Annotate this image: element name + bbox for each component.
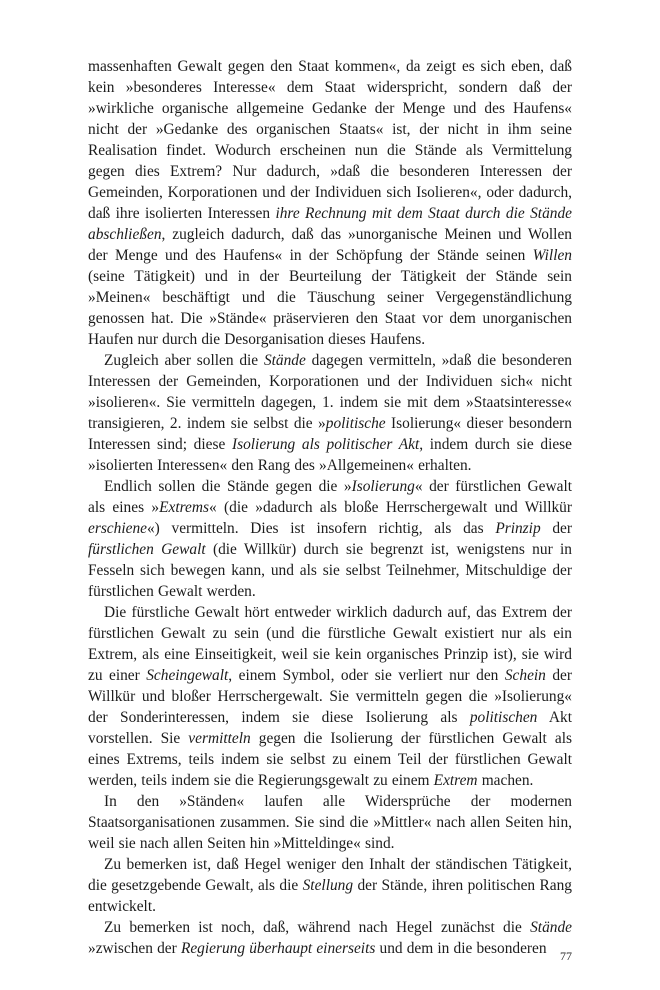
text-segment: gegen die Isolierung der fürstlichen Gewalt als eines Extrems, teils indem sie selbst zu einem Teil der fürstlichen Gewalt werden, teils indem sie die Regierungsgewalt zu einem <box>88 730 572 789</box>
paragraph <box>88 350 572 476</box>
text-segment: Zu bemerken ist noch, daß, während nach Hegel zunächst die <box>104 919 531 936</box>
italic-text-segment: politischen <box>469 709 538 726</box>
text-segment: , einem Symbol, oder sie verliert nur den <box>228 667 505 684</box>
text-segment: In den »Ständen« laufen alle Widersprüche der modernen Staatsorganisationen zusammen. Sie sind die »Mittler« nach allen Seiten hin, weil sie nach allen Seiten hin »Mitteldinge« sind. <box>88 793 572 852</box>
italic-text-segment: erschiene <box>88 520 147 537</box>
paragraph <box>88 917 572 959</box>
text-segment: der Stände, ihren politischen Rang entwickelt. <box>88 877 572 915</box>
italic-text-segment: politische <box>325 415 386 432</box>
italic-text-segment: Regierung überhaupt einerseits <box>180 940 376 957</box>
text-segment: (die Willkür) durch sie begrenzt ist, wenigstens nur in Fesseln sich bewegen kann, und als sie selbst Teilnehmer, Mitschuldige der fürstlichen Gewalt werden. <box>88 541 572 600</box>
text-segment: , zugleich dadurch, daß das »unorganische Meinen und Wollen der Menge und des Haufens« in der Schöpfung der Stände seinen <box>88 226 572 264</box>
paragraph <box>88 602 572 791</box>
italic-text-segment: vermitteln <box>188 730 251 747</box>
italic-text-segment: Willen <box>532 247 572 264</box>
text-segment: machen. <box>477 772 534 789</box>
text-segment: «) vermitteln. Dies ist insofern richtig, als das <box>146 520 496 537</box>
text-segment: « (die »dadurch als bloße Herrschergewalt und Willkür <box>208 499 572 516</box>
text-segment: massenhaften Gewalt gegen den Staat kommen«, da zeigt es sich eben, daß kein »besonderes Interesse« dem Staat widerspricht, sondern daß der »wirkliche organische allgemeine Gedanke der Menge und des Haufens« nicht der »Gedanke des organischen Staats« ist, der nicht in ihm seine Realisation findet. Wodurch erscheinen nun die Stände als Vermittelung gegen dies Extrem? Nur dadurch, »daß die besonderen Interessen der Gemeinden, Korporationen und der Individuen sich Isolieren«, oder dadurch, daß ihre isolierten Interessen <box>88 58 572 222</box>
italic-text-segment: ihre Rechnung mit dem Staat durch die Stände abschließen <box>88 205 572 243</box>
text-segment: dagegen vermitteln, »daß die besonderen Interessen der Gemeinden, Korporationen und der Individuen sich« nicht »isolieren«. Sie vermitteln dagegen, 1. indem sie mit dem »Staatsinteresse« transigieren, 2. indem sie selbst die » <box>88 352 572 432</box>
paragraph <box>88 56 572 350</box>
italic-text-segment: Isolierung <box>351 478 415 495</box>
italic-text-segment: Stände <box>530 919 572 936</box>
italic-text-segment: Isolierung als politischer Akt <box>231 436 420 453</box>
text-segment: « der fürstlichen Gewalt als eines » <box>88 478 572 516</box>
page-number: 77 <box>560 949 572 963</box>
text-segment: Zu bemerken ist, daß Hegel weniger den Inhalt der ständischen Tätigkeit, die gesetzgebende Gewalt, als die <box>88 856 572 894</box>
text-segment: Zugleich aber sollen die <box>104 352 264 369</box>
text-segment: Akt vorstellen. Sie <box>88 709 572 747</box>
page-text <box>88 56 572 959</box>
text-segment: der Willkür und bloßer Herrschergewalt. Sie vermitteln gegen die »Isolierung« der Sonderinteressen, indem sie diese Isolierung als <box>88 667 572 726</box>
italic-text-segment: Extrem <box>433 772 478 789</box>
text-segment: und dem in die besonderen <box>375 940 547 957</box>
text-segment: Endlich sollen die Stände gegen die » <box>104 478 352 495</box>
text-segment: Die fürstliche Gewalt hört entweder wirklich dadurch auf, das Extrem der fürstlichen Gewalt zu sein (und die fürstliche Gewalt existiert nur als ein Extrem, als eine Einseitigkeit, weil sie kein organisches Prinzip ist), sie wird zu einer <box>88 604 572 684</box>
paragraph <box>88 791 572 854</box>
italic-text-segment: Schein <box>504 667 546 684</box>
text-segment: , indem durch sie diese »isolierten Interessen« den Rang des »Allgemeinen« erhalten. <box>88 436 572 474</box>
text-segment: (seine Tätigkeit) und in der Beurteilung der Tätigkeit der Stände sein »Meinen« beschäftigt und die Täuschung seiner Vergegenständlichung genossen hat. Die »Stände« präservieren den Staat vor dem unorganischen Haufen nur durch die Desorganisation dieses Haufens. <box>88 268 572 348</box>
text-segment: Isolierung« dieser besondern Interessen sind; diese <box>88 415 572 453</box>
italic-text-segment: Stellung <box>302 877 354 894</box>
text-segment: »zwischen der <box>88 940 181 957</box>
italic-text-segment: Extrems <box>159 499 209 516</box>
text-segment: der <box>540 520 572 537</box>
paragraph <box>88 476 572 602</box>
italic-text-segment: Scheingewalt <box>146 667 229 684</box>
paragraph <box>88 854 572 917</box>
italic-text-segment: Prinzip <box>495 520 541 537</box>
italic-text-segment: Stände <box>263 352 306 369</box>
italic-text-segment: fürstlichen Gewalt <box>88 541 206 558</box>
